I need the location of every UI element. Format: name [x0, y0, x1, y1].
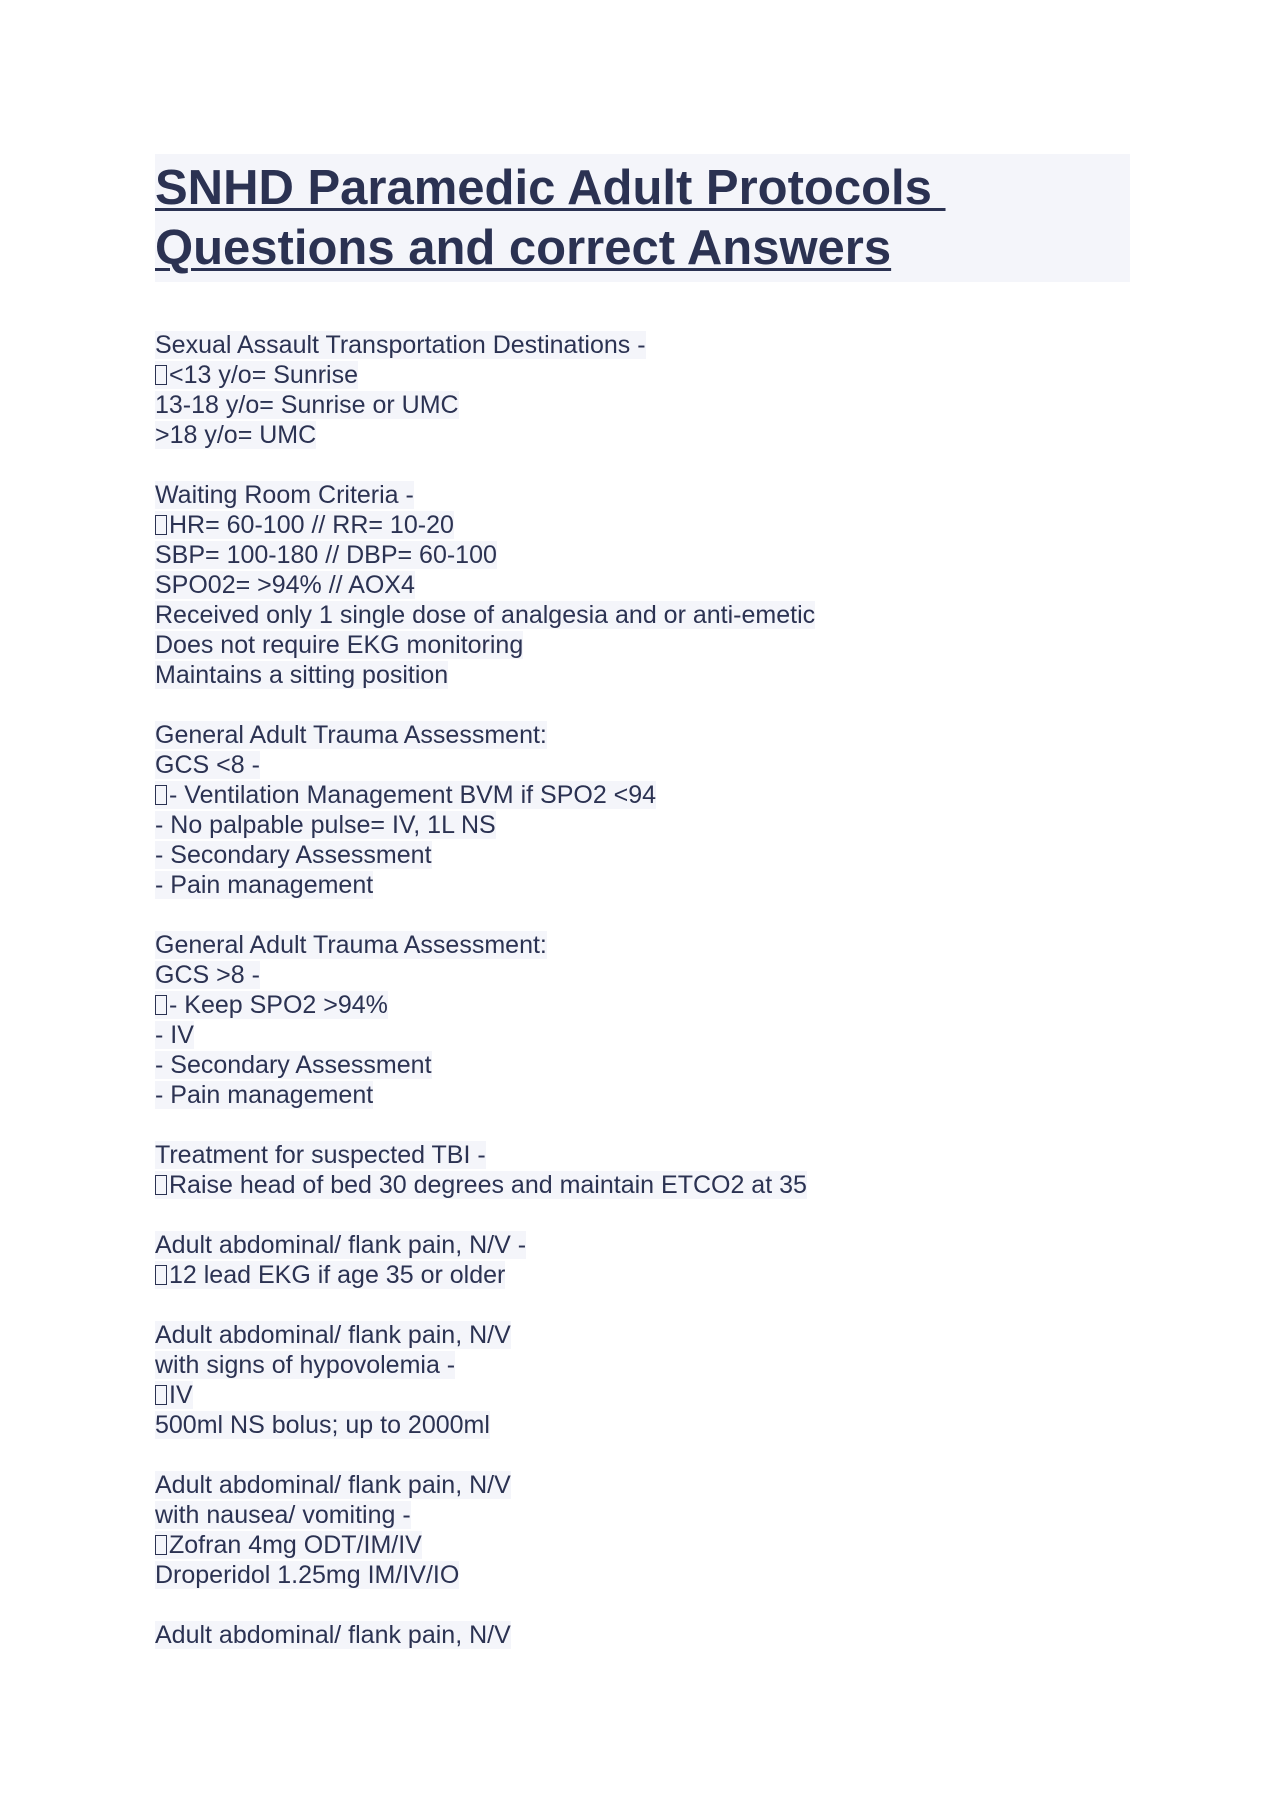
title-line: Questions and correct Answers — [155, 221, 892, 275]
answer-text: 500ml NS bolus; up to 2000ml — [155, 1411, 490, 1439]
answer-text: 12 lead EKG if age 35 or older — [169, 1261, 506, 1289]
missing-glyph-icon — [155, 1535, 167, 1555]
question-text: GCS <8 - — [155, 751, 260, 779]
missing-glyph-icon — [155, 365, 167, 385]
answer-text: - Pain management — [155, 871, 374, 899]
answer-text: HR= 60-100 // RR= 10-20 — [169, 511, 454, 539]
qa-item — [155, 480, 1130, 690]
missing-glyph-icon — [155, 1385, 167, 1405]
qa-item — [155, 1230, 1130, 1290]
answer-text: Raise head of bed 30 degrees and maintain ETCO2 at 35 — [169, 1171, 807, 1199]
answer-text: <13 y/o= Sunrise — [169, 361, 359, 389]
question-text: Waiting Room Criteria - — [155, 481, 414, 509]
document-page — [155, 154, 1130, 1680]
answer-text: Maintains a sitting position — [155, 661, 449, 689]
answer-text: Does not require EKG monitoring — [155, 631, 524, 659]
answer-text: - IV — [155, 1021, 194, 1049]
answer-text: IV — [169, 1381, 193, 1409]
question-text: Adult abdominal/ flank pain, N/V — [155, 1321, 511, 1349]
answer-text: Received only 1 single dose of analgesia and or anti-emetic — [155, 601, 816, 629]
missing-glyph-icon — [155, 785, 167, 805]
qa-item — [155, 1140, 1130, 1200]
answer-text: - Ventilation Management BVM if SPO2 <94 — [169, 781, 657, 809]
answer-text: - Secondary Assessment — [155, 1051, 432, 1079]
answer-text: - Secondary Assessment — [155, 841, 432, 869]
answer-text: SPO02= >94% // AOX4 — [155, 571, 415, 599]
question-text: with signs of hypovolemia - — [155, 1351, 456, 1379]
answer-text: SBP= 100-180 // DBP= 60-100 — [155, 541, 497, 569]
question-text: Sexual Assault Transportation Destinations - — [155, 331, 646, 359]
question-text: General Adult Trauma Assessment: — [155, 721, 547, 749]
answer-text: - No palpable pulse= IV, 1L NS — [155, 811, 496, 839]
answer-text: 13-18 y/o= Sunrise or UMC — [155, 391, 459, 419]
qa-item — [155, 1620, 1130, 1650]
question-text: Treatment for suspected TBI - — [155, 1141, 486, 1169]
answer-text: Zofran 4mg ODT/IM/IV — [169, 1531, 422, 1559]
question-text: with nausea/ vomiting - — [155, 1501, 411, 1529]
page-title — [155, 154, 1130, 282]
title-line: SNHD Paramedic Adult Protocols — [155, 161, 946, 215]
missing-glyph-icon — [155, 995, 167, 1015]
question-text: GCS >8 - — [155, 961, 260, 989]
answer-text: - Keep SPO2 >94% — [169, 991, 388, 1019]
question-text: Adult abdominal/ flank pain, N/V - — [155, 1231, 527, 1259]
qa-list — [155, 330, 1130, 1650]
question-text: Adult abdominal/ flank pain, N/V — [155, 1621, 511, 1649]
qa-item — [155, 1320, 1130, 1440]
answer-text: >18 y/o= UMC — [155, 421, 317, 449]
question-text: General Adult Trauma Assessment: — [155, 931, 547, 959]
qa-item — [155, 720, 1130, 900]
qa-item — [155, 330, 1130, 450]
missing-glyph-icon — [155, 515, 167, 535]
missing-glyph-icon — [155, 1265, 167, 1285]
question-text: Adult abdominal/ flank pain, N/V — [155, 1471, 511, 1499]
missing-glyph-icon — [155, 1175, 167, 1195]
answer-text: - Pain management — [155, 1081, 374, 1109]
answer-text: Droperidol 1.25mg IM/IV/IO — [155, 1561, 460, 1589]
qa-item — [155, 930, 1130, 1110]
qa-item — [155, 1470, 1130, 1590]
